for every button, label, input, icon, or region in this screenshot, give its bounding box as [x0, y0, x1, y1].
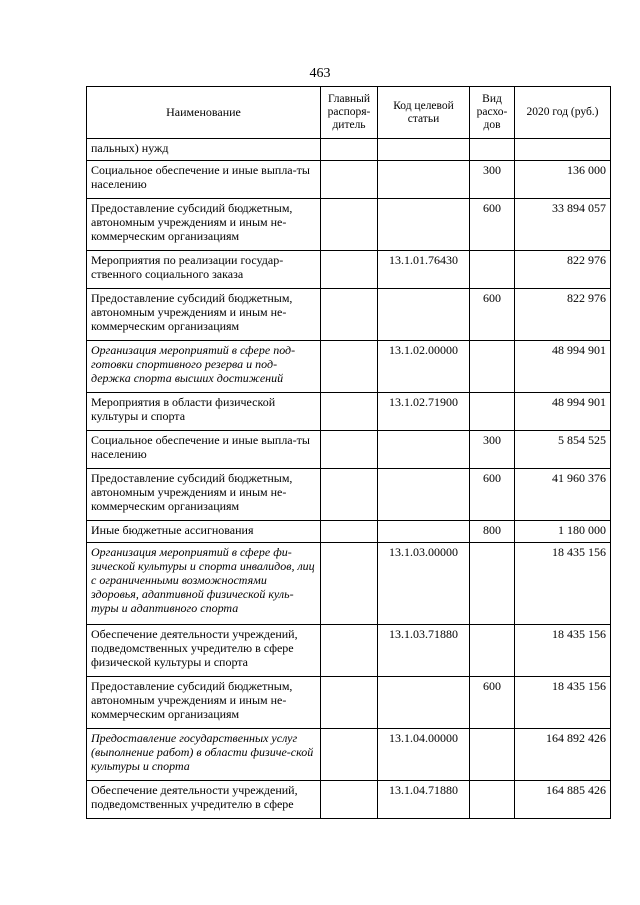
row-expense-type — [470, 543, 515, 625]
row-amount: 33 894 057 — [515, 199, 611, 251]
row-target-code: 13.1.04.00000 — [378, 729, 470, 781]
table-header-row — [87, 87, 611, 139]
row-chief-admin — [321, 469, 378, 521]
header-target-code: Код целевой статьи — [378, 87, 470, 139]
row-chief-admin — [321, 729, 378, 781]
row-chief-admin — [321, 543, 378, 625]
row-target-code: 13.1.02.71900 — [378, 393, 470, 431]
row-amount: 18 435 156 — [515, 543, 611, 625]
row-amount: 41 960 376 — [515, 469, 611, 521]
table-row — [87, 199, 611, 251]
row-name: Иные бюджетные ассигнования — [87, 521, 321, 543]
row-name: Социальное обеспечение и иные выпла-ты населению — [87, 161, 321, 199]
header-chief-admin: Главный распоря-дитель — [321, 87, 378, 139]
row-name: Мероприятия по реализации государ-ственного социального заказа — [87, 251, 321, 289]
row-name: Обеспечение деятельности учреждений, подведомственных учредителю в сфере физической культуры и спорта — [87, 625, 321, 677]
row-amount: 822 976 — [515, 289, 611, 341]
header-expense-type: Вид расхо-дов — [470, 87, 515, 139]
row-expense-type — [470, 251, 515, 289]
row-amount: 5 854 525 — [515, 431, 611, 469]
table-row — [87, 469, 611, 521]
row-name: Предоставление государственных услуг (выполнение работ) в области физиче-ской культуры и спорта — [87, 729, 321, 781]
row-chief-admin — [321, 781, 378, 819]
row-target-code — [378, 521, 470, 543]
row-amount — [515, 139, 611, 161]
row-target-code: 13.1.02.00000 — [378, 341, 470, 393]
row-target-code — [378, 139, 470, 161]
row-chief-admin — [321, 677, 378, 729]
row-expense-type: 600 — [470, 677, 515, 729]
row-expense-type: 600 — [470, 469, 515, 521]
row-expense-type — [470, 341, 515, 393]
row-amount: 18 435 156 — [515, 625, 611, 677]
row-expense-type — [470, 781, 515, 819]
row-expense-type: 300 — [470, 161, 515, 199]
row-chief-admin — [321, 625, 378, 677]
row-name: Предоставление субсидий бюджетным, автономным учреждениям и иным не-коммерческим организациям — [87, 469, 321, 521]
row-chief-admin — [321, 431, 378, 469]
row-name: Организация мероприятий в сфере под-готовки спортивного резерва и под-держка спорта высших достижений — [87, 341, 321, 393]
row-chief-admin — [321, 393, 378, 431]
row-expense-type: 600 — [470, 289, 515, 341]
row-name: Предоставление субсидий бюджетным, автономным учреждениям и иным не-коммерческим организациям — [87, 289, 321, 341]
table-row — [87, 161, 611, 199]
row-expense-type: 300 — [470, 431, 515, 469]
row-chief-admin — [321, 199, 378, 251]
row-target-code: 13.1.04.71880 — [378, 781, 470, 819]
table-row — [87, 289, 611, 341]
budget-table — [86, 86, 611, 819]
row-chief-admin — [321, 161, 378, 199]
row-amount: 136 000 — [515, 161, 611, 199]
row-expense-type: 800 — [470, 521, 515, 543]
table-body — [87, 139, 611, 819]
row-amount: 164 892 426 — [515, 729, 611, 781]
table-row — [87, 251, 611, 289]
row-chief-admin — [321, 251, 378, 289]
table-row — [87, 625, 611, 677]
row-expense-type — [470, 625, 515, 677]
row-target-code — [378, 289, 470, 341]
row-target-code — [378, 469, 470, 521]
table-row — [87, 393, 611, 431]
row-amount: 48 994 901 — [515, 341, 611, 393]
row-target-code: 13.1.03.71880 — [378, 625, 470, 677]
row-amount: 822 976 — [515, 251, 611, 289]
row-amount: 18 435 156 — [515, 677, 611, 729]
table-row — [87, 677, 611, 729]
row-target-code — [378, 431, 470, 469]
page-number: 463 — [309, 66, 331, 81]
row-name: Организация мероприятий в сфере фи-зической культуры и спорта инвалидов, лиц с ограниченными возможностями здоровья, адаптивной физической куль-туры и адаптивного спорта — [87, 543, 321, 625]
row-target-code — [378, 199, 470, 251]
table-row — [87, 729, 611, 781]
row-chief-admin — [321, 139, 378, 161]
row-chief-admin — [321, 289, 378, 341]
row-target-code: 13.1.03.00000 — [378, 543, 470, 625]
row-amount: 164 885 426 — [515, 781, 611, 819]
header-name: Наименование — [87, 87, 321, 139]
row-expense-type — [470, 393, 515, 431]
row-chief-admin — [321, 521, 378, 543]
header-amount: 2020 год (руб.) — [515, 87, 611, 139]
table-row — [87, 781, 611, 819]
row-expense-type — [470, 139, 515, 161]
table-row — [87, 341, 611, 393]
row-target-code: 13.1.01.76430 — [378, 251, 470, 289]
row-name: Обеспечение деятельности учреждений, подведомственных учредителю в сфере — [87, 781, 321, 819]
row-name: Социальное обеспечение и иные выпла-ты населению — [87, 431, 321, 469]
table-row — [87, 543, 611, 625]
row-name: Предоставление субсидий бюджетным, автономным учреждениям и иным не-коммерческим организациям — [87, 199, 321, 251]
row-amount: 1 180 000 — [515, 521, 611, 543]
row-target-code — [378, 677, 470, 729]
row-amount: 48 994 901 — [515, 393, 611, 431]
row-expense-type: 600 — [470, 199, 515, 251]
table-row — [87, 521, 611, 543]
row-name: Мероприятия в области физической культуры и спорта — [87, 393, 321, 431]
row-expense-type — [470, 729, 515, 781]
row-name: Предоставление субсидий бюджетным, автономным учреждениям и иным не-коммерческим организациям — [87, 677, 321, 729]
row-target-code — [378, 161, 470, 199]
table-row — [87, 139, 611, 161]
row-name: пальных) нужд — [87, 139, 321, 161]
table-row — [87, 431, 611, 469]
row-chief-admin — [321, 341, 378, 393]
